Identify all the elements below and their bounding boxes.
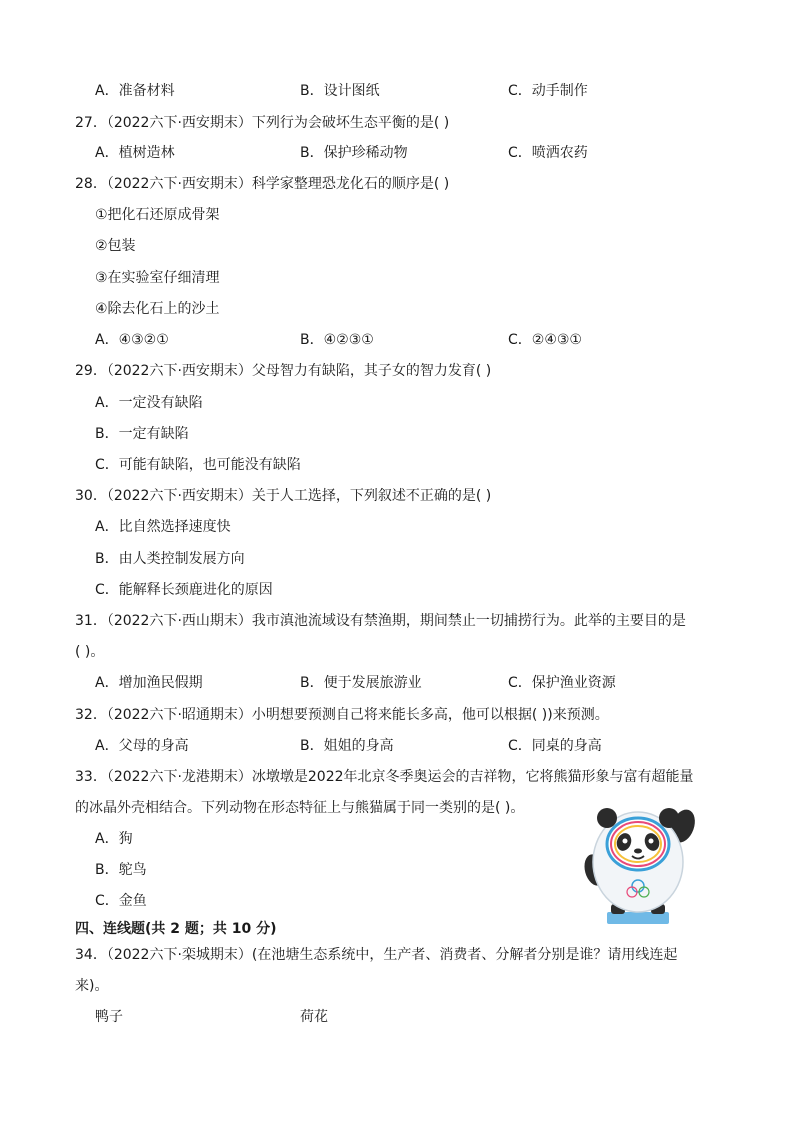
q34-left-item[interactable]: 鸭子 [95, 1009, 123, 1025]
q27-option-b[interactable]: B．保护珍稀动物 [300, 145, 408, 161]
q27-option-a[interactable]: A．植树造林 [95, 145, 175, 161]
q29-option-b[interactable]: B．一定有缺陷 [95, 426, 189, 442]
q33-option-a[interactable]: A．狗 [95, 831, 133, 847]
q28-step-1: ①把化石还原成骨架 [95, 207, 220, 223]
q31-option-c[interactable]: C．保护渔业资源 [508, 675, 616, 691]
q28-step-4: ④除去化石上的沙土 [95, 301, 220, 317]
q31-question: 31．（2022六下·西山期末）我市滇池流域设有禁渔期，期间禁止一切捕捞行为。此举的主要目的是 [75, 613, 686, 629]
q29-question: 29．（2022六下·西安期末）父母智力有缺陷，其子女的智力发育( ) [75, 363, 492, 379]
q27-option-c[interactable]: C．喷洒农药 [508, 145, 588, 161]
q33-option-c[interactable]: C．金鱼 [95, 893, 147, 909]
bing-dwen-dwen-mascot-image [577, 800, 703, 928]
q28-step-2: ②包装 [95, 238, 136, 254]
q30-option-a[interactable]: A．比自然选择速度快 [95, 519, 231, 535]
q33-option-b[interactable]: B．鸵鸟 [95, 862, 147, 878]
q28-question: 28．（2022六下·西安期末）科学家整理恐龙化石的顺序是( ) [75, 176, 450, 192]
q32-option-a[interactable]: A．父母的身高 [95, 738, 189, 754]
q28-option-b[interactable]: B．④②③① [300, 332, 374, 348]
q29-option-c[interactable]: C．可能有缺陷，也可能没有缺陷 [95, 457, 301, 473]
q30-option-c[interactable]: C．能解释长颈鹿进化的原因 [95, 582, 273, 598]
q31-question-cont: ( )。 [75, 644, 105, 660]
q34-question-cont: 来)。 [75, 978, 109, 994]
q30-question: 30．（2022六下·西安期末）关于人工选择，下列叙述不正确的是( ) [75, 488, 492, 504]
q31-option-b[interactable]: B．便于发展旅游业 [300, 675, 422, 691]
q32-question: 32．（2022六下·昭通期末）小明想要预测自己将来能长多高，他可以根据( ))来预测。 [75, 707, 609, 723]
q32-option-c[interactable]: C．同桌的身高 [508, 738, 602, 754]
q26-option-b[interactable]: B．设计图纸 [300, 83, 380, 99]
section-4-title: 四、连线题(共 2 题；共 10 分) [75, 921, 277, 937]
q32-option-b[interactable]: B．姐姐的身高 [300, 738, 394, 754]
q34-question: 34．（2022六下·栾城期末）(在池塘生态系统中，生产者、消费者、分解者分别是谁？请用线连起 [75, 947, 678, 963]
q26-option-a[interactable]: A．准备材料 [95, 83, 175, 99]
q27-question: 27．（2022六下·西安期末）下列行为会破坏生态平衡的是( ) [75, 115, 450, 131]
q28-option-c[interactable]: C．②④③① [508, 332, 582, 348]
q33-question: 33．（2022六下·龙港期末）冰墩墩是2022年北京冬季奥运会的吉祥物，它将熊猫形象与富有超能量 [75, 769, 694, 785]
q29-option-a[interactable]: A．一定没有缺陷 [95, 395, 203, 411]
q34-right-item[interactable]: 荷花 [300, 1009, 328, 1025]
q31-option-a[interactable]: A．增加渔民假期 [95, 675, 203, 691]
q28-option-a[interactable]: A．④③②① [95, 332, 169, 348]
q26-option-c[interactable]: C．动手制作 [508, 83, 588, 99]
q33-question-cont: 的冰晶外壳相结合。下列动物在形态特征上与熊猫属于同一类别的是( )。 [75, 800, 525, 816]
q28-step-3: ③在实验室仔细清理 [95, 270, 220, 286]
q30-option-b[interactable]: B．由人类控制发展方向 [95, 551, 245, 567]
